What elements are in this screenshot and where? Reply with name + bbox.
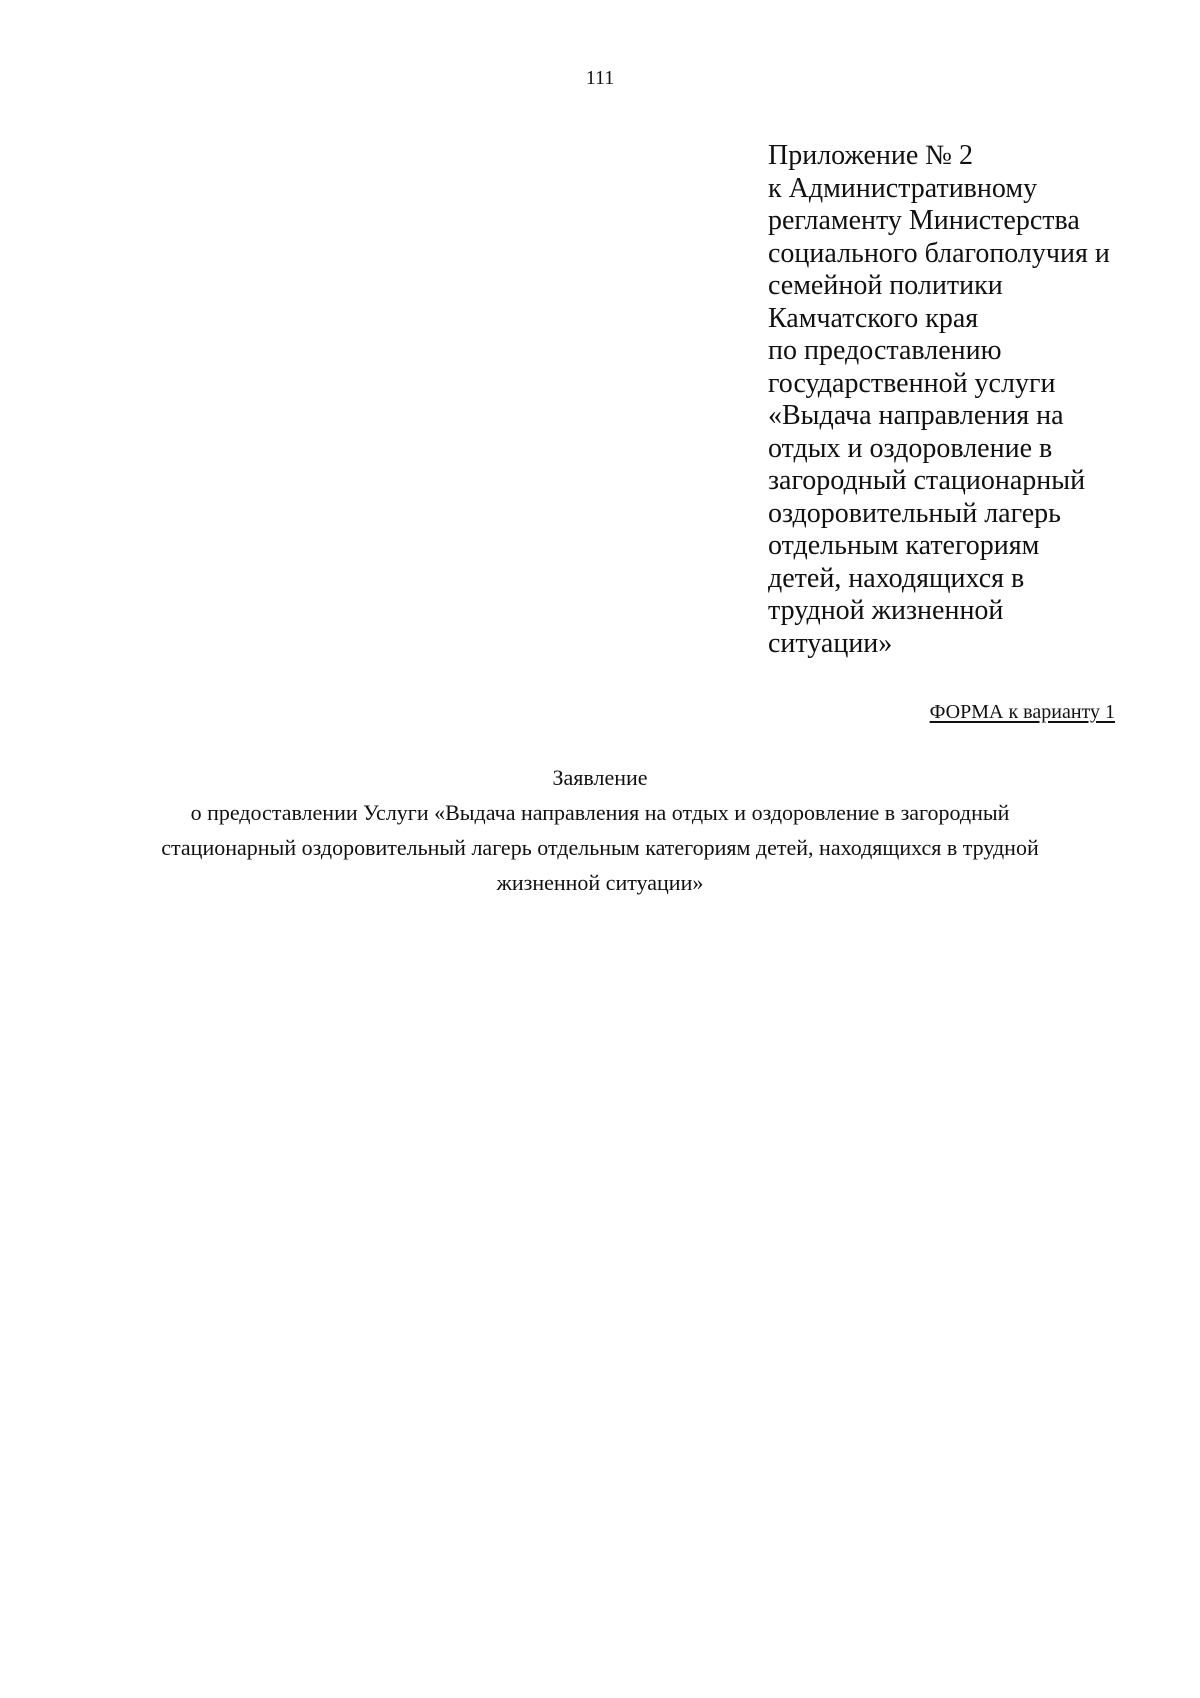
appendix-line: загородный стационарный <box>768 465 1086 496</box>
form-variant-label: ФОРМА к варианту 1 <box>929 701 1115 723</box>
appendix-line: ситуации» <box>768 627 893 659</box>
appendix-line: детей, находящихся в <box>768 562 1025 594</box>
appendix-line: трудной жизненной <box>768 595 1004 626</box>
appendix-header <box>768 140 1168 660</box>
statement-subtitle-line: стационарный оздоровительный лагерь отдельным категориям детей, находящихся в трудной <box>161 835 1039 860</box>
page-number: 111 <box>585 67 615 89</box>
appendix-line: по предоставлению <box>768 335 1002 366</box>
statement-title: Заявление <box>552 765 648 790</box>
appendix-line: оздоровительный лагерь <box>768 497 1061 529</box>
appendix-line: отдых и оздоровление в <box>768 432 1053 464</box>
appendix-line: Приложение № 2 <box>768 140 973 171</box>
statement-heading <box>60 760 1140 900</box>
statement-subtitle-line: жизненной ситуации» <box>496 870 704 895</box>
appendix-line: государственной услуги <box>768 367 1056 399</box>
appendix-line: «Выдача направления на <box>768 400 1064 431</box>
appendix-line: социального благополучия и <box>768 237 1110 269</box>
appendix-line: отдельным категориям <box>768 530 1040 561</box>
appendix-line: семейной политики <box>768 270 1003 301</box>
statement-subtitle-line: о предоставлении Услуги «Выдача направления на отдых и оздоровление в загородный <box>190 800 1010 825</box>
appendix-line: Камчатского края <box>768 302 979 334</box>
appendix-line: регламенту Министерства <box>768 205 1080 236</box>
appendix-line: к Административному <box>768 172 1038 204</box>
